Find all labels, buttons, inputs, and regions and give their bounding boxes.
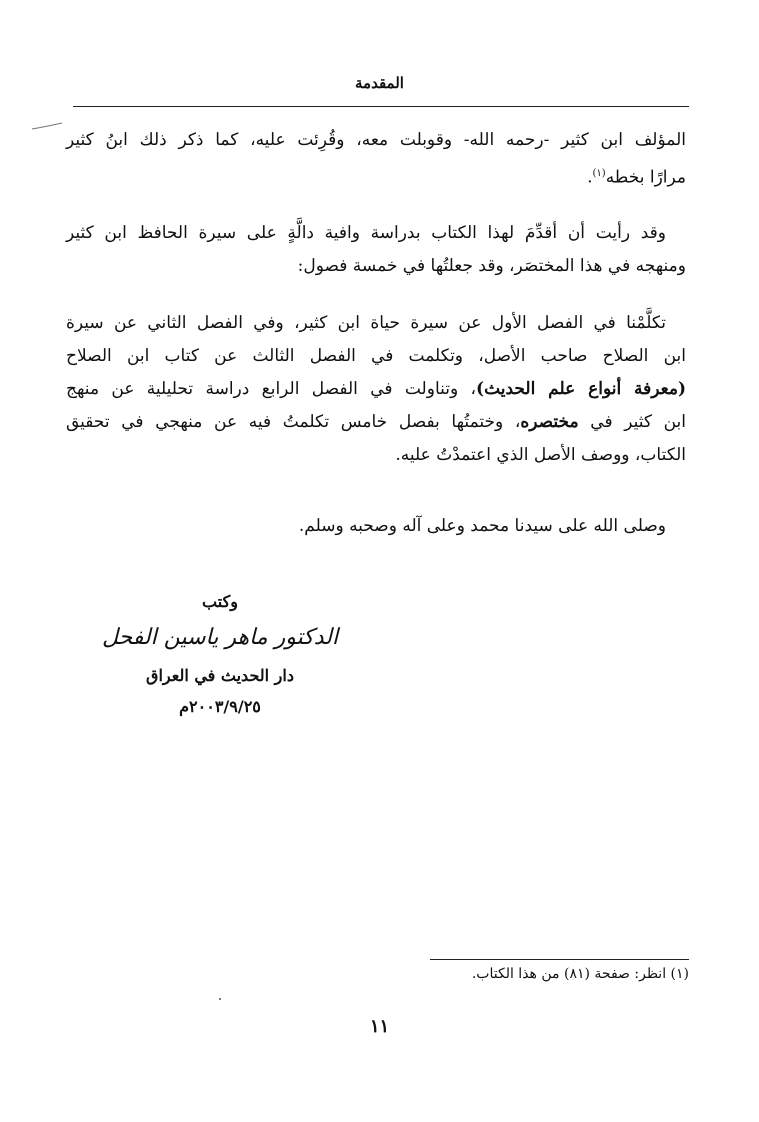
paragraph-text: مرارًا بخطه (605, 167, 686, 188)
paragraph-text: . (587, 167, 593, 188)
paragraph-line: تكلَّمْنا في الفصل الأول عن سيرة حياة ابن كثير، وفي الفصل الثاني عن سيرة (66, 313, 666, 333)
signature-block (60, 588, 380, 722)
paragraph-line: ابن الصلاح صاحب الأصل، وتكلمت في الفصل الثالث عن كتاب ابن الصلاح (66, 346, 686, 366)
paragraph-text: ابن كثير في (578, 412, 686, 432)
paragraph-line (66, 373, 686, 406)
footnote-rule (430, 959, 689, 960)
paragraph-1 (66, 124, 686, 195)
paragraph-line: وصلى الله على سيدنا محمد وعلى آله وصحبه وسلم. (298, 516, 666, 536)
paragraph-line (66, 157, 686, 195)
paragraph-3 (66, 307, 686, 472)
book-title-bold: (معرفة أنواع علم الحديث) (476, 379, 687, 399)
page-number: ١١ (369, 1016, 390, 1037)
emphasis-bold: مختصره (520, 412, 579, 432)
footnote: (١) انظر: صفحة (٨١) من هذا الكتاب. (471, 966, 689, 982)
paragraph-4 (66, 510, 686, 543)
scan-speck (219, 998, 221, 1000)
paragraph-line: الكتاب، ووصف الأصل الذي اعتمدْتُ عليه. (395, 445, 686, 465)
footnote-reference: (١) (592, 168, 606, 179)
paragraph-line: وقد رأيت أن أقدِّمَ لهذا الكتاب بدراسة وافية دالَّةٍ على سيرة الحافظ ابن كثير (66, 223, 666, 243)
paragraph-text: ، وختمتُها بفصل خامس تكلمتُ فيه عن منهجي في تحقيق (66, 412, 521, 432)
paragraph-line: ومنهجه في هذا المختصَر، وقد جعلتُها في خمسة فصول: (297, 256, 686, 276)
margin-mark (30, 121, 64, 131)
paragraph-line (66, 406, 686, 439)
signature-author-name: الدكتور ماهر ياسين الفحل (101, 625, 339, 650)
signature-wrote: وكتب (202, 592, 238, 611)
header-rule (73, 106, 689, 107)
paragraph-text: ، وتناولت في الفصل الرابع دراسة تحليلية عن منهج (66, 379, 477, 399)
running-header-title: المقدمة (355, 74, 404, 92)
signature-place: دار الحديث في العراق (146, 666, 294, 685)
signature-date: ٢٠٠٣/٩/٢٥م (179, 697, 261, 716)
paragraph-2 (66, 217, 686, 283)
paragraph-line: المؤلف ابن كثير -رحمه الله- وقوبلت معه، وقُرِئت عليه، كما ذكر ذلك ابنُ كثير (66, 130, 686, 150)
